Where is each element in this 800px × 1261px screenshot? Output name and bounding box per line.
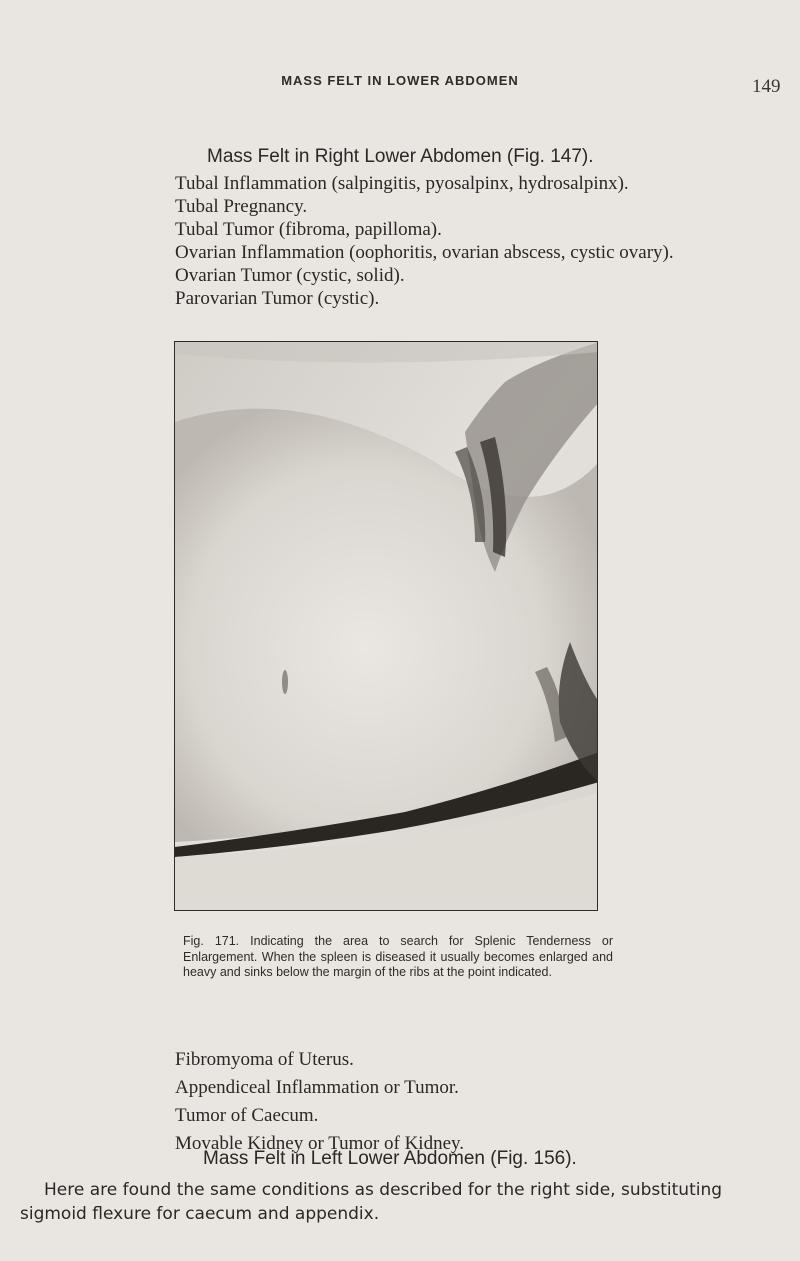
list-item: Appendiceal Inflammation or Tumor. [175,1077,459,1098]
list-item: Tubal Pregnancy. [175,196,308,217]
abdomen-photo-illustration [175,342,598,911]
list-item: Ovarian Tumor (cystic, solid). [175,265,405,286]
list-item: Parovarian Tumor (cystic). [175,288,380,309]
figure-caption-text: Fig. 171. Indicating the area to search for Splenic Tenderness or Enlargement. When the spleen is diseased it usually becomes enlarged and heavy and sinks below the margin of the ribs at the point indicated. [183,934,613,979]
page-number: 149 [752,76,781,97]
list-item: Tubal Tumor (fibroma, papilloma). [175,219,442,240]
body-line: sigmoid flexure for caecum and appendix. [20,1204,380,1224]
list-item: Movable Kidney or Tumor of Kidney. [175,1133,465,1154]
running-head: MASS FELT IN LOWER ABDOMEN [281,73,519,88]
body-line: Here are found the same conditions as described for the right side, substituting [44,1180,723,1200]
section-title-right: Mass Felt in Right Lower Abdomen (Fig. 147). [207,146,594,167]
list-item: Tumor of Caecum. [175,1105,319,1126]
conditions-list-right [175,172,674,310]
conditions-list-right-continued [175,1046,464,1158]
figure-photograph [174,341,598,911]
figure-caption [183,934,613,981]
list-item: Tubal Inflammation (salpingitis, pyosalpinx, hydrosalpinx). [175,173,629,194]
list-item: Ovarian Inflammation (oophoritis, ovarian abscess, cystic ovary). [175,242,674,263]
body-paragraph [20,1178,790,1226]
list-item: Fibromyoma of Uterus. [175,1049,354,1070]
section-title-left: Mass Felt in Left Lower Abdomen (Fig. 156). [203,1148,577,1169]
